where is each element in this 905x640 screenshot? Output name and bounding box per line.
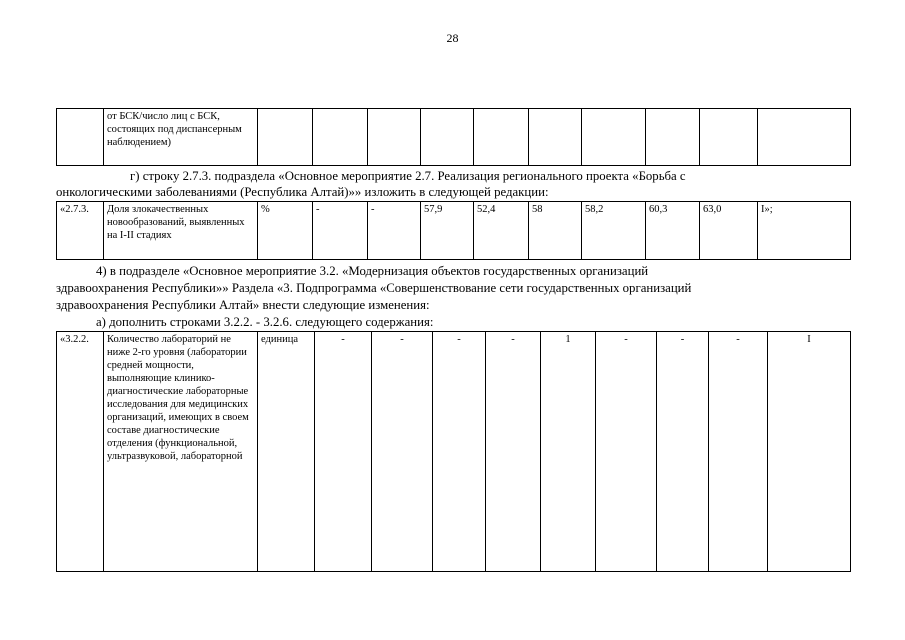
cell-value: 60,3 xyxy=(646,202,700,260)
cell-value: I»; xyxy=(758,202,851,260)
cell-empty xyxy=(700,109,758,166)
cell-empty xyxy=(313,109,368,166)
paragraph-g-line2: онкологическими заболеваниями (Республика Алтай)»» изложить в следующей редакции: xyxy=(56,185,549,199)
cell-value: I xyxy=(768,332,851,572)
table-row xyxy=(57,332,851,572)
cell-value: - xyxy=(372,332,433,572)
cell-unit: единица xyxy=(258,332,315,572)
cell-empty xyxy=(646,109,700,166)
cell-value: 63,0 xyxy=(700,202,758,260)
cell-value: - xyxy=(313,202,368,260)
cell-empty xyxy=(529,109,582,166)
table-row xyxy=(57,202,851,260)
cell-indicator-name: Доля злокачественных новообразований, выявленных на I-II стадиях xyxy=(104,202,258,260)
cell-indicator-name: Количество лабораторий не ниже 2-го уровня (лаборатории средней мощности, выполняющие клинико-диагностические лабораторные исследования для медицинских организаций, имеющих в своем составе диагностические отделения (функциональной, ультразвуковой, лабораторной xyxy=(104,332,258,572)
cell-value: 58 xyxy=(529,202,582,260)
cell-row-number: «2.7.3. xyxy=(57,202,104,260)
cell-value: - xyxy=(657,332,709,572)
cell-value: - xyxy=(368,202,421,260)
cell-empty xyxy=(258,109,313,166)
table-row-2-7-3 xyxy=(56,201,851,260)
page-number: 28 xyxy=(446,31,459,45)
paragraph-4-line2: здравоохранения Республики»» Раздела «3. Подпрограмма «Совершенствование сети государственных организаций xyxy=(56,281,692,295)
cell-indicator-name: от БСК/число лиц с БСК, состоящих под диспансерным наблюдением) xyxy=(104,109,258,166)
paragraph-g-line1: г) строку 2.7.3. подраздела «Основное мероприятие 2.7. Реализация регионального проекта «Борьба с xyxy=(130,169,686,183)
cell-value: - xyxy=(433,332,486,572)
cell-unit: % xyxy=(258,202,313,260)
cell-empty xyxy=(582,109,646,166)
cell-empty xyxy=(421,109,474,166)
cell-value: - xyxy=(596,332,657,572)
cell-row-number: «3.2.2. xyxy=(57,332,104,572)
cell-empty xyxy=(368,109,421,166)
cell-value: 57,9 xyxy=(421,202,474,260)
cell-value: - xyxy=(315,332,372,572)
cell-empty xyxy=(474,109,529,166)
cell-value: - xyxy=(709,332,768,572)
cell-value: 52,4 xyxy=(474,202,529,260)
paragraph-a-line1: а) дополнить строками 3.2.2. - 3.2.6. следующего содержания: xyxy=(96,315,434,329)
paragraph-4-line3: здравоохранения Республики Алтай» внести следующие изменения: xyxy=(56,298,430,312)
cell-empty xyxy=(758,109,851,166)
paragraph-4-line1: 4) в подразделе «Основное мероприятие 3.2. «Модернизация объектов государственных организаций xyxy=(96,264,649,278)
cell-value: 1 xyxy=(541,332,596,572)
cell-value: 58,2 xyxy=(582,202,646,260)
cell-empty xyxy=(57,109,104,166)
cell-value: - xyxy=(486,332,541,572)
table-continuation xyxy=(56,108,851,166)
table-row xyxy=(57,109,851,166)
table-row-3-2-2 xyxy=(56,331,851,572)
